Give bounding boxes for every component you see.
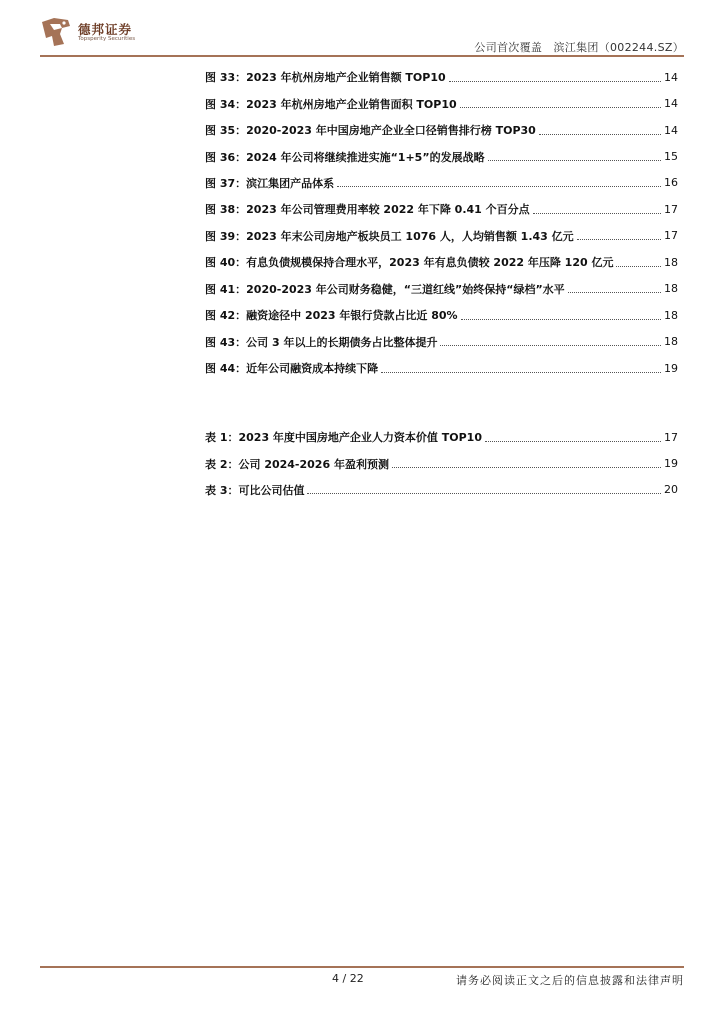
figure-entry[interactable] <box>205 276 678 302</box>
table-entry[interactable] <box>205 477 678 503</box>
dot-leader <box>539 134 661 135</box>
brand-logo-icon <box>40 16 72 48</box>
figure-entry[interactable] <box>205 355 678 381</box>
figure-title: 图 33：2023 年杭州房地产企业销售额 TOP10 <box>205 71 446 85</box>
dot-leader <box>449 81 661 82</box>
brand-logo <box>40 14 170 50</box>
figure-title: 图 42：融资途径中 2023 年银行贷款占比近 80% <box>205 309 458 323</box>
figure-list <box>205 64 678 381</box>
figure-entry[interactable] <box>205 143 678 169</box>
dot-leader <box>533 213 661 214</box>
figure-page: 16 <box>664 176 678 190</box>
dot-leader <box>392 467 661 468</box>
table-title: 表 1：2023 年度中国房地产企业人力资本价值 TOP10 <box>205 431 482 445</box>
table-title: 表 2：公司 2024-2026 年盈利预测 <box>205 457 389 471</box>
figure-entry[interactable] <box>205 302 678 328</box>
figure-entry[interactable] <box>205 328 678 354</box>
figure-entry[interactable] <box>205 117 678 143</box>
figure-title: 图 34：2023 年杭州房地产企业销售面积 TOP10 <box>205 97 457 111</box>
dot-leader <box>307 493 661 494</box>
figure-title: 图 41：2020-2023 年公司财务稳健，“三道红线”始终保持“绿档”水平 <box>205 282 565 296</box>
figure-title: 图 40：有息负债规模保持合理水平，2023 年有息负债较 2022 年压降 120 亿元 <box>205 256 614 270</box>
table-list <box>205 424 678 503</box>
footer-divider <box>40 966 684 968</box>
figure-entry[interactable] <box>205 223 678 249</box>
figure-title: 图 39：2023 年末公司房地产板块员工 1076 人，人均销售额 1.43 亿元 <box>205 229 574 243</box>
figure-entry[interactable] <box>205 249 678 275</box>
dot-leader <box>461 319 661 320</box>
dot-leader <box>616 266 661 267</box>
figure-page: 14 <box>664 97 678 111</box>
figure-page: 14 <box>664 123 678 137</box>
figure-title: 图 37：滨江集团产品体系 <box>205 176 335 190</box>
report-tag: 公司首次覆盖 滨江集团（002244.SZ） <box>474 41 684 54</box>
dot-leader <box>381 372 661 373</box>
figure-page: 18 <box>664 282 678 296</box>
figure-page: 19 <box>664 361 678 375</box>
figure-page: 15 <box>664 150 678 164</box>
figure-title: 图 43：公司 3 年以上的长期债务占比整体提升 <box>205 335 438 349</box>
figure-entry[interactable] <box>205 90 678 116</box>
header-divider <box>40 55 684 57</box>
figure-page: 17 <box>664 229 678 243</box>
table-entry[interactable] <box>205 424 678 450</box>
figure-entry[interactable] <box>205 170 678 196</box>
dot-leader <box>440 345 661 346</box>
table-entry[interactable] <box>205 450 678 476</box>
brand-name-cn: 德邦证券 <box>78 22 133 37</box>
dot-leader <box>488 160 661 161</box>
table-page: 20 <box>664 483 678 497</box>
footer-disclaimer: 请务必阅读正文之后的信息披露和法律声明 <box>456 974 684 987</box>
brand-name-en: Topsperity Securities <box>78 36 136 42</box>
figure-title: 图 38：2023 年公司管理费用率较 2022 年下降 0.41 个百分点 <box>205 203 530 217</box>
page-number: 4 / 22 <box>332 972 364 985</box>
table-title: 表 3：可比公司估值 <box>205 483 305 497</box>
dot-leader <box>460 107 661 108</box>
figure-page: 18 <box>664 255 678 269</box>
figure-page: 18 <box>664 335 678 349</box>
figure-page: 18 <box>664 308 678 322</box>
dot-leader <box>337 186 661 187</box>
page-header <box>40 14 684 54</box>
figure-entry[interactable] <box>205 196 678 222</box>
figure-entry[interactable] <box>205 64 678 90</box>
dot-leader <box>577 239 661 240</box>
dot-leader <box>485 441 661 442</box>
figure-title: 图 35：2020-2023 年中国房地产企业全口径销售排行榜 TOP30 <box>205 124 536 138</box>
dot-leader <box>568 292 661 293</box>
table-page: 19 <box>664 457 678 471</box>
figure-title: 图 36：2024 年公司将继续推进实施“1+5”的发展战略 <box>205 150 485 164</box>
figure-page: 17 <box>664 202 678 216</box>
table-page: 17 <box>664 430 678 444</box>
figure-page: 14 <box>664 70 678 84</box>
figure-title: 图 44：近年公司融资成本持续下降 <box>205 362 379 376</box>
